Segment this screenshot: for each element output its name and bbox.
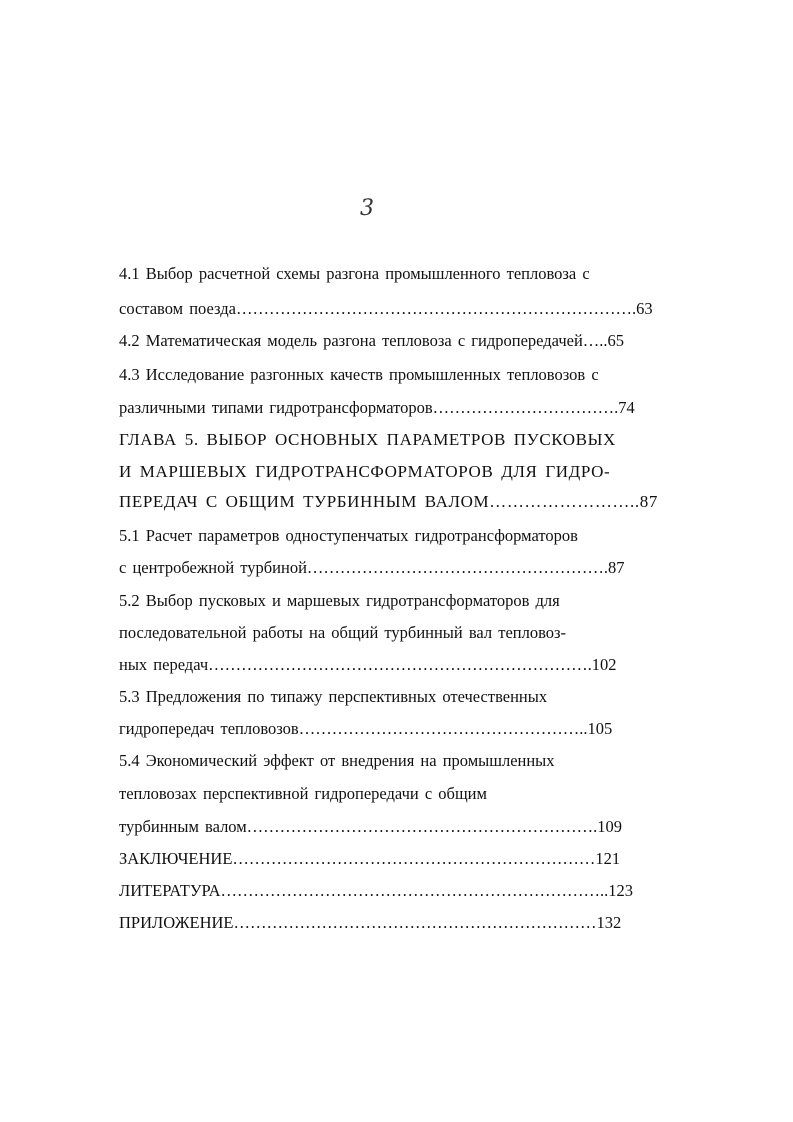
toc-line-literature: ЛИТЕРАТУРА……………………………………………………………..123 bbox=[119, 881, 634, 900]
toc-line-4-2: 4.2 Математическая модель разгона тепловоза с гидропередачей…..65 bbox=[119, 331, 625, 350]
toc-line-5-2-cont2: ных передач…………………………………………………………….102 bbox=[119, 655, 617, 674]
toc-line-5-2-cont1: последовательной работы на общий турбинный вал тепловоз- bbox=[119, 623, 567, 642]
toc-line-5-2: 5.2 Выбор пусковых и маршевых гидротрансформаторов для bbox=[119, 591, 560, 610]
toc-line-4-3-cont: различными типами гидротрансформаторов…………………………….74 bbox=[119, 398, 635, 417]
toc-line-5-3-cont: гидропередач тепловозов……………………………………………..105 bbox=[119, 719, 613, 738]
toc-line-chapter-5-cont2: ПЕРЕДАЧ С ОБЩИМ ТУРБИННЫМ ВАЛОМ……………………..87 bbox=[119, 492, 658, 511]
page-number: 3 bbox=[360, 196, 374, 221]
toc-line-conclusion: ЗАКЛЮЧЕНИЕ…………………………………………………………121 bbox=[119, 849, 621, 868]
toc-line-5-1-cont: с центробежной турбиной……………………………………………….87 bbox=[119, 558, 625, 577]
toc-line-5-4: 5.4 Экономический эффект от внедрения на промышленных bbox=[119, 751, 555, 770]
toc-line-5-4-cont2: турбинным валом……………………………………………………….109 bbox=[119, 817, 623, 836]
toc-line-4-1-cont: составом поезда……………………………………………………………….63 bbox=[119, 299, 653, 318]
toc-line-appendix: ПРИЛОЖЕНИЕ…………………………………………………………132 bbox=[119, 913, 622, 932]
toc-line-4-1: 4.1 Выбор расчетной схемы разгона промышленного тепловоза с bbox=[119, 264, 590, 283]
toc-line-4-3: 4.3 Исследование разгонных качеств промышленных тепловозов с bbox=[119, 365, 599, 384]
toc-line-5-1: 5.1 Расчет параметров одноступенчатых гидротрансформаторов bbox=[119, 526, 578, 545]
toc-line-5-4-cont1: тепловозах перспективной гидропередачи с общим bbox=[119, 784, 487, 803]
toc-line-5-3: 5.3 Предложения по типажу перспективных отечественных bbox=[119, 687, 548, 706]
toc-line-chapter-5: ГЛАВА 5. ВЫБОР ОСНОВНЫХ ПАРАМЕТРОВ ПУСКОВЫХ bbox=[119, 430, 616, 449]
toc-line-chapter-5-cont1: И МАРШЕВЫХ ГИДРОТРАНСФОРМАТОРОВ ДЛЯ ГИДРО- bbox=[119, 462, 611, 481]
